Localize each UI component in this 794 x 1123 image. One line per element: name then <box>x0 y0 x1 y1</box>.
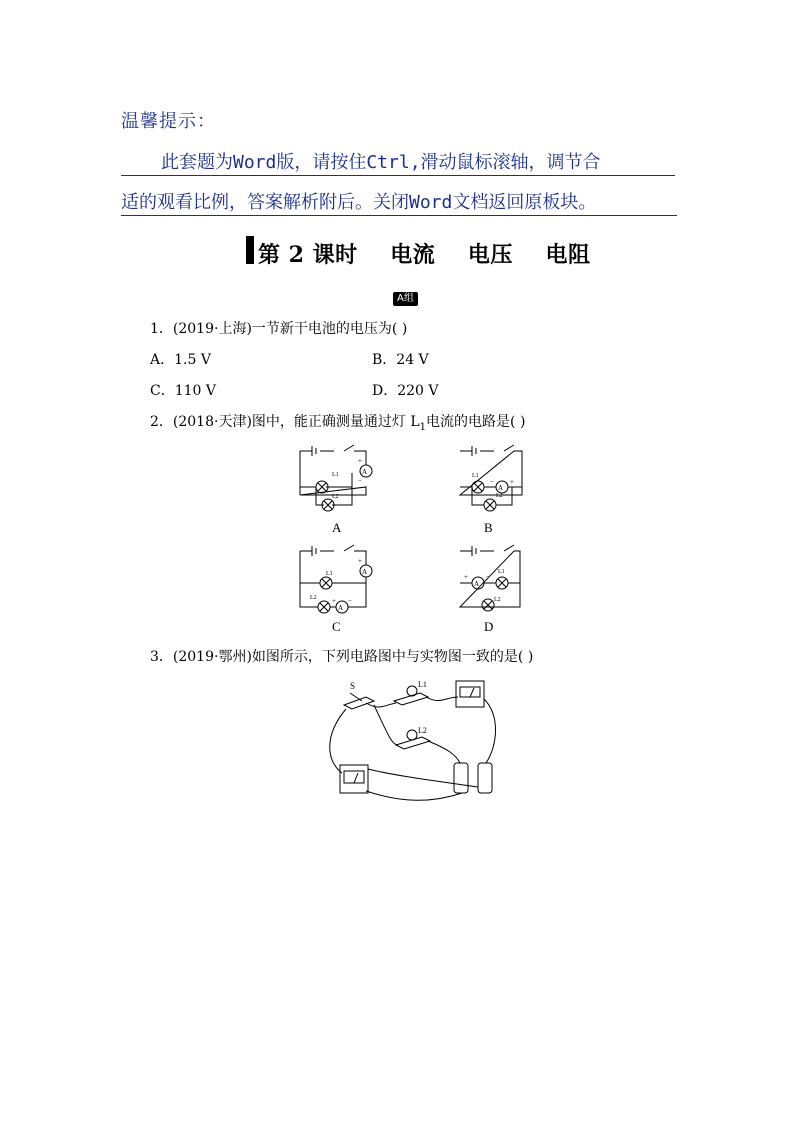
lesson-title: 第 2 课时 电流 电压 电阻 <box>258 242 591 268</box>
svg-text:L1: L1 <box>498 569 505 575</box>
group-badge: A组 <box>393 292 418 306</box>
question-1-option-c: C．110 V <box>150 383 216 399</box>
circuit-label-c: C <box>332 619 341 634</box>
svg-text:S: S <box>350 681 356 691</box>
svg-text:−: − <box>486 573 490 581</box>
tip-line-1: 此套题为Word版，请按住Ctrl,滑动鼠标滚轴，调节合 <box>121 148 675 176</box>
svg-text:L2: L2 <box>494 597 501 603</box>
circuit-label-b: B <box>484 520 493 535</box>
lesson-marker-bar <box>246 236 254 264</box>
svg-text:A: A <box>498 484 504 492</box>
svg-text:+: + <box>332 597 336 605</box>
question-2-stem-subscript: 1 <box>419 421 427 433</box>
svg-text:+: + <box>510 478 514 486</box>
question-3-stem: 3．(2019·鄂州)如图所示，下列电路图中与实物图一致的是( ) <box>150 649 534 665</box>
svg-text:L1: L1 <box>418 680 427 689</box>
question-1-stem: 1．(2019·上海)一节新干电池的电压为( ) <box>150 321 408 337</box>
svg-text:+: + <box>358 457 362 465</box>
svg-text:A: A <box>362 568 368 576</box>
question-1-option-a: A．1.5 V <box>150 352 211 368</box>
question-2-stem-text: 2．(2018·天津)图中，能正确测量通过灯 L <box>150 414 420 430</box>
svg-text:L1: L1 <box>332 472 339 478</box>
svg-text:−: − <box>358 477 362 485</box>
svg-text:L2: L2 <box>332 494 339 500</box>
svg-text:L2: L2 <box>496 493 503 499</box>
circuit-diagram-d <box>452 543 542 638</box>
svg-text:+: + <box>358 557 362 565</box>
svg-text:A: A <box>338 604 344 612</box>
svg-text:L2: L2 <box>310 595 317 601</box>
question-2-stem <box>150 411 525 433</box>
question-1-option-b: B．24 V <box>372 352 429 368</box>
tip-line-2: 适的观看比例，答案解析附后。关闭Word文档返回原板块。 <box>121 188 677 216</box>
circuit-label-d: D <box>484 619 494 634</box>
svg-text:L1: L1 <box>326 571 333 577</box>
circuit-diagram-c <box>292 543 382 638</box>
physical-circuit-illustration <box>322 675 502 805</box>
svg-text:−: − <box>490 478 494 486</box>
svg-text:L1: L1 <box>472 473 479 479</box>
circuit-diagram-a <box>292 443 382 538</box>
question-1-option-d: D．220 V <box>372 383 439 399</box>
tip-title: 温馨提示： <box>121 111 216 132</box>
circuit-diagram-b <box>452 443 542 538</box>
svg-text:−: − <box>348 597 352 605</box>
svg-text:A: A <box>474 580 480 588</box>
circuit-label-a: A <box>332 520 342 535</box>
svg-text:L2: L2 <box>418 726 427 735</box>
svg-text:A: A <box>362 468 368 476</box>
question-2-stem-tail: 电流的电路是( ) <box>426 414 526 430</box>
svg-text:+: + <box>464 573 468 581</box>
